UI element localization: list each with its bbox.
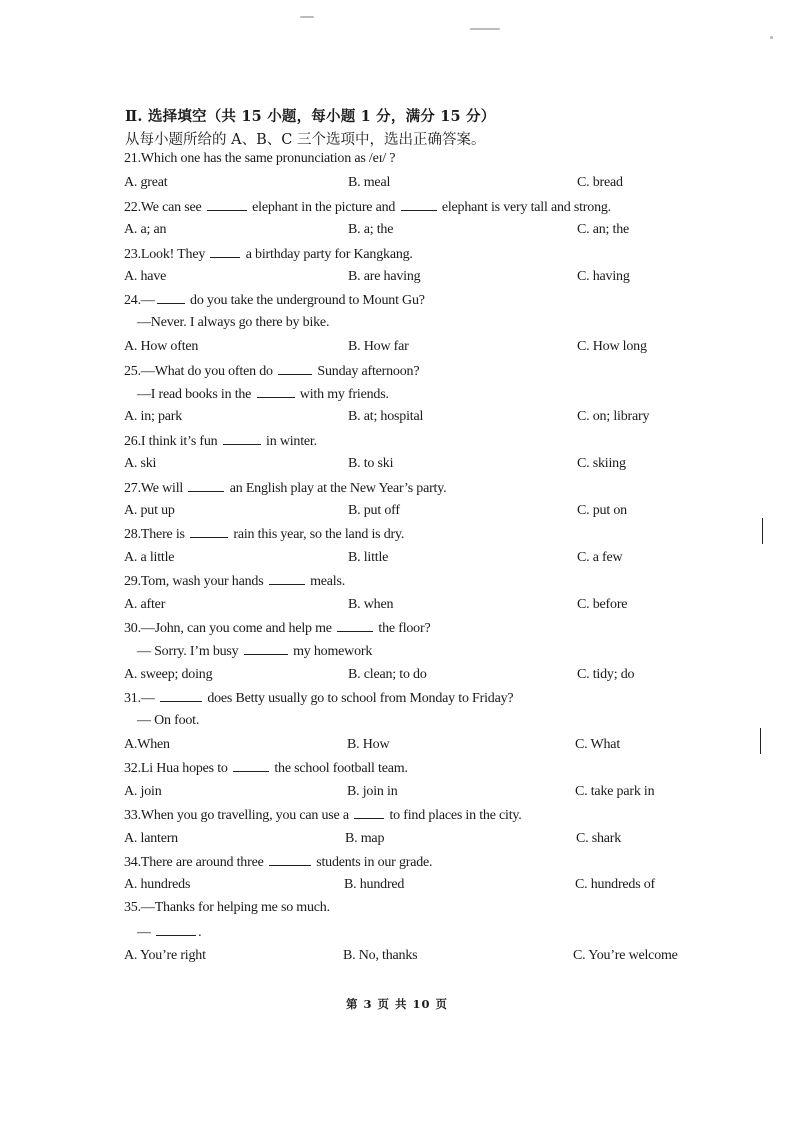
question-number: 24. [124, 293, 141, 309]
margin-mark [762, 518, 763, 544]
question-stem [124, 432, 317, 450]
question-number: 21. [124, 151, 141, 166]
option-c: C. bread [577, 175, 623, 191]
option-a: A. join [124, 783, 162, 799]
question-dialogue-line [137, 315, 329, 331]
option-a: A. lantern [124, 830, 178, 846]
answer-blank [156, 923, 196, 936]
answer-blank [207, 198, 247, 211]
scan-speck [770, 36, 773, 39]
option-b: B. meal [348, 175, 391, 191]
question-text: meals. [306, 574, 346, 590]
question-text: When you go travelling, you can use a [140, 808, 353, 824]
question-text: rain this year, so the land is dry. [230, 527, 405, 543]
question-dialogue-line [137, 642, 372, 660]
option-c: C. an; the [577, 222, 630, 238]
option-c: C. You’re welcome [573, 947, 678, 963]
answer-blank [337, 619, 373, 632]
option-b: B. a; the [348, 222, 394, 238]
option-b: B. join in [347, 783, 398, 799]
option-a: A.When [124, 737, 170, 752]
question-stem [124, 525, 404, 543]
scan-speck [470, 28, 500, 30]
question-text: There are around three [140, 855, 267, 870]
question-stem [124, 362, 419, 380]
option-c: C. take park in [575, 783, 655, 799]
section-instructions: 从每小题所给的 A、B、C 三个选项中，选出正确答案。 [125, 132, 486, 148]
question-number: 22. [124, 199, 141, 215]
question-text: Li Hua hopes to [140, 761, 232, 777]
question-text: —Never. I always go there by bike. [137, 314, 330, 330]
answer-blank [269, 572, 305, 585]
answer-blank [278, 362, 312, 375]
question-stem [124, 151, 395, 167]
question-text: the school football team. [271, 761, 408, 777]
option-b: B. No, thanks [343, 947, 418, 963]
answer-blank [210, 245, 240, 258]
answer-blank [188, 479, 224, 492]
option-c: C. on; library [577, 409, 650, 425]
question-stem [124, 291, 425, 309]
question-text: —What do you often do [140, 363, 277, 379]
option-b: B. hundred [344, 877, 405, 893]
question-number: 28. [124, 527, 141, 543]
answer-blank [257, 385, 295, 398]
answer-blank [354, 806, 384, 819]
option-b: B. to ski [348, 456, 394, 472]
option-b: B. when [348, 596, 394, 612]
margin-mark [760, 728, 761, 754]
option-b: B. little [348, 549, 389, 565]
question-text: with my friends. [296, 387, 389, 402]
question-text: does Betty usually go to school from Monday to Friday? [204, 691, 514, 707]
option-c: C. a few [577, 549, 623, 565]
question-text: do you take the underground to Mount Gu? [186, 293, 425, 309]
question-text: in winter. [262, 433, 317, 449]
question-text: We will [140, 480, 187, 496]
option-c: C. skiing [577, 456, 626, 472]
option-b: B. put off [348, 503, 400, 518]
question-text: elephant in the picture and [248, 199, 399, 215]
option-a: A. in; park [124, 409, 183, 425]
option-a: A. have [124, 269, 167, 284]
question-number: 32. [124, 761, 141, 777]
question-text: There is [140, 527, 189, 543]
option-b: B. clean; to do [348, 666, 427, 682]
option-b: B. are having [348, 269, 421, 284]
answer-blank [233, 759, 269, 772]
question-text: — [140, 293, 155, 309]
question-stem [124, 806, 522, 824]
option-c: C. having [577, 269, 630, 284]
option-c: C. hundreds of [575, 877, 656, 893]
option-c: C. before [577, 596, 628, 612]
question-text: my homework [289, 644, 373, 660]
question-number: 23. [124, 246, 141, 262]
question-number: 34. [124, 855, 141, 870]
page-footer: 第 3 页 共 10 页 [345, 997, 449, 1011]
option-b: B. map [345, 830, 385, 846]
option-a: A. after [124, 596, 166, 612]
question-text: —I read books in the [137, 387, 255, 402]
question-text: I think it’s fun [140, 433, 221, 449]
question-text: —John, can you come and help me [140, 621, 336, 636]
answer-blank [190, 525, 228, 538]
option-a: A. a; an [124, 222, 167, 238]
option-c: C. tidy; do [577, 666, 635, 682]
question-stem [124, 245, 413, 263]
question-text: a birthday party for Kangkang. [242, 246, 413, 262]
scan-speck [300, 16, 314, 18]
option-a: A. sweep; doing [124, 666, 213, 682]
question-text: We can see [140, 199, 205, 215]
option-c: C. shark [576, 830, 622, 846]
question-number: 35. [124, 899, 141, 915]
question-text: Tom, wash your hands [140, 574, 267, 590]
option-c: C. What [575, 737, 621, 752]
question-number: 29. [124, 574, 141, 590]
question-text: — On foot. [137, 712, 200, 728]
question-stem [124, 479, 446, 497]
option-b: B. How [347, 737, 390, 752]
question-text: — [140, 691, 159, 707]
question-text: —Thanks for helping me so much. [140, 899, 330, 915]
question-text: — [137, 925, 155, 941]
question-text: — Sorry. I’m busy [137, 644, 242, 660]
option-c: C. How long [577, 339, 647, 355]
option-b: B. at; hospital [348, 409, 424, 425]
option-a: A. put up [124, 503, 175, 518]
answer-blank [223, 432, 261, 445]
option-a: A. ski [124, 456, 157, 472]
question-stem [124, 689, 513, 707]
question-text: . [198, 925, 202, 941]
question-dialogue-line [137, 923, 201, 941]
question-text: Sunday afternoon? [314, 363, 420, 379]
question-text: to find places in the city. [386, 808, 522, 824]
option-a: A. How often [124, 339, 199, 355]
option-a: A. great [124, 175, 168, 191]
option-b: B. How far [348, 339, 409, 355]
question-number: 30. [124, 621, 141, 636]
option-a: A. You’re right [124, 947, 206, 963]
question-dialogue-line [137, 713, 199, 729]
answer-blank [269, 853, 311, 866]
question-text: Look! They [140, 246, 209, 262]
answer-blank [401, 198, 437, 211]
question-text: elephant is very tall and strong. [438, 199, 611, 215]
question-stem [124, 198, 611, 216]
answer-blank [157, 291, 185, 304]
question-number: 25. [124, 363, 141, 379]
question-stem [124, 619, 430, 637]
question-number: 27. [124, 480, 141, 496]
question-dialogue-line [137, 385, 389, 403]
option-c: C. put on [577, 503, 627, 518]
section-title: Ⅱ. 选择填空（共 15 小题，每小题 1 分，满分 15 分） [125, 108, 496, 125]
question-text: an English play at the New Year’s party. [226, 480, 447, 496]
question-number: 31. [124, 691, 141, 707]
question-text: the floor? [375, 621, 431, 636]
answer-blank [160, 689, 202, 702]
question-stem [124, 900, 330, 916]
option-a: A. a little [124, 549, 175, 565]
question-stem [124, 572, 345, 590]
question-text: students in our grade. [312, 855, 433, 870]
question-number: 26. [124, 433, 141, 449]
question-text: Which one has the same pronunciation as /eɪ/ ? [140, 151, 396, 166]
question-number: 33. [124, 808, 141, 824]
option-a: A. hundreds [124, 877, 191, 893]
question-stem [124, 853, 432, 871]
question-stem [124, 759, 408, 777]
answer-blank [244, 642, 288, 655]
